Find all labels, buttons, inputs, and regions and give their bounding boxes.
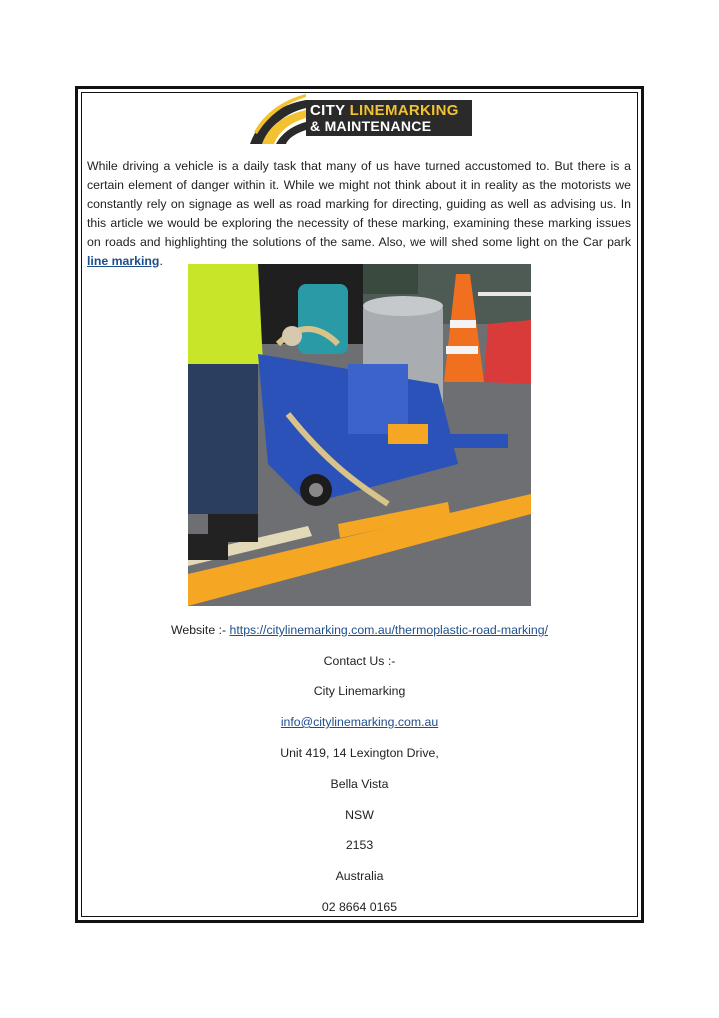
intro-paragraph: While driving a vehicle is a daily task that many of us have turned accustomed to. But there is a certain element of danger within it. While we might not think about it in reality as the motorists we constantly rely on signage as well as road marking for directing, guiding as well as advising us. In this article we would be exploring the necessity of these marking, examining these marking issues on roads and highlighting the solutions of the same. Also, we will shed some light on the Car park line marking. [87,159,631,268]
email-link[interactable]: info@citylinemarking.com.au [280,715,439,729]
postcode-line: 2153 [345,838,374,852]
state-line: NSW [345,808,374,822]
website-line: Website :- https://citylinemarking.com.au/thermoplastic-road-marking/ [170,623,549,637]
company-logo [248,92,472,144]
logo-line-1: CITY LINEMARKING [310,102,459,119]
email-line [78,714,641,730]
line-marking-machine-photo [188,264,531,606]
address-line: Unit 419, 14 Lexington Drive, [280,746,439,760]
company-name: City Linemarking [313,684,406,698]
logo-line-2: & MAINTENANCE [310,118,432,134]
suburb-line: Bella Vista [330,777,389,791]
country-line: Australia [335,869,384,883]
line-marking-link[interactable]: line marking [87,254,160,268]
logo-wordmark [306,100,472,136]
contact-heading: Contact Us :- [323,654,396,668]
road-logo-icon [248,92,308,144]
phone-line: 02 8664 0165 [321,900,398,914]
website-link[interactable]: https://citylinemarking.com.au/thermoplastic-road-marking/ [229,623,549,637]
